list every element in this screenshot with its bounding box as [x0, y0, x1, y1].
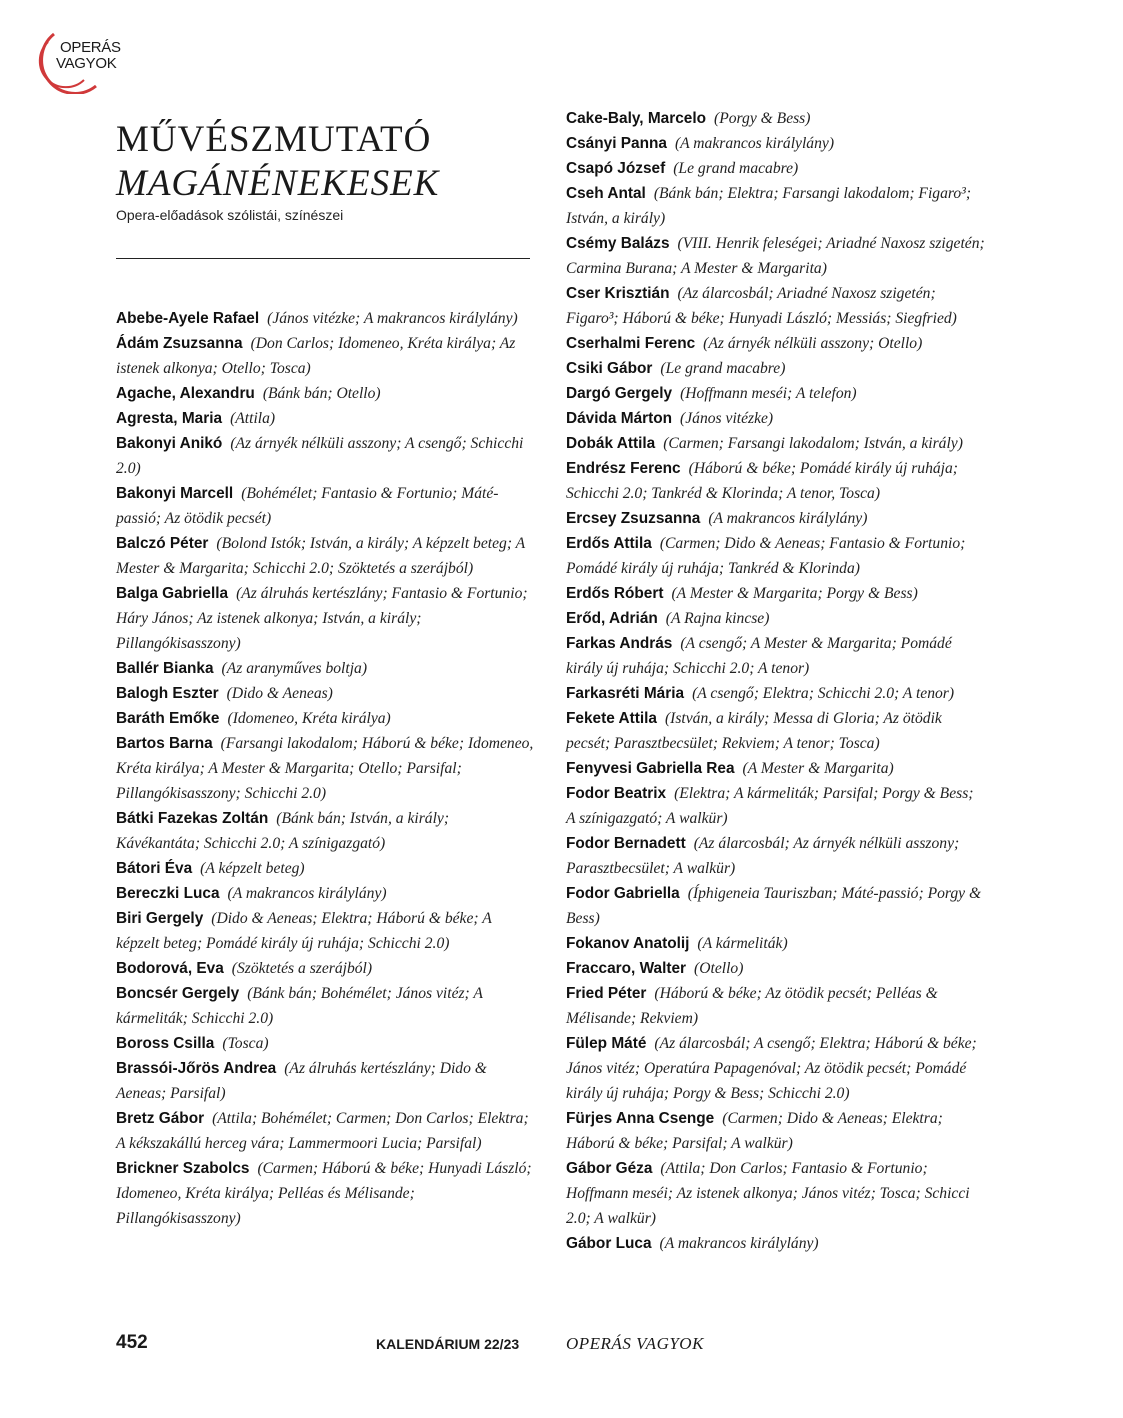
artist-entry [566, 231, 986, 281]
artist-roles: (Az aranyműves boltja) [221, 660, 368, 677]
artist-entry [566, 581, 986, 606]
artist-entry [566, 381, 986, 406]
artist-entry [566, 706, 986, 756]
artist-roles: (Le grand macabre) [673, 160, 799, 177]
artist-entry [116, 681, 536, 706]
artist-name: Agresta, Maria [116, 410, 223, 427]
artist-entry [116, 481, 536, 531]
artist-name: Fülep Máté [566, 1035, 647, 1052]
page-description: Opera-előadások szólistái, színészei [116, 207, 344, 223]
artist-roles: (Bánk bán; István, a király; Kávékantáta; Schicchi 2.0; A színigazgató) [116, 810, 450, 852]
artist-entry [566, 181, 986, 231]
artist-roles: (Bánk bán; Bohémélet; János vitéz; A kármeliták; Schicchi 2.0) [116, 985, 483, 1027]
artist-name: Bakonyi Marcell [116, 485, 234, 502]
artist-name: Csányi Panna [566, 135, 667, 152]
artist-entry [566, 631, 986, 681]
artist-entry [566, 131, 986, 156]
artist-entry [566, 1156, 986, 1231]
artist-roles: (Attila; Bohémélet; Carmen; Don Carlos; Elektra; A kékszakállú herceg vára; Lammermoori Lucia; Parsifal) [116, 1110, 529, 1152]
artist-name: Bodorová, Eva [116, 960, 224, 977]
artist-entry [566, 1031, 986, 1106]
artist-entry [116, 856, 536, 881]
artist-name: Boncsér Gergely [116, 985, 240, 1002]
artist-name: Csémy Balázs [566, 235, 670, 252]
artist-name: Erdős Róbert [566, 585, 664, 602]
header-divider [116, 258, 530, 259]
artist-entry [116, 306, 536, 331]
artist-roles: (Íphigeneia Tauriszban; Máté-passió; Porgy & Bess) [566, 885, 982, 927]
artist-entry [566, 531, 986, 581]
artist-roles: (János vitézke) [680, 410, 774, 427]
artist-entry [116, 1156, 536, 1231]
artist-roles: (Háború & béke; Az ötödik pecsét; Pelléas & Mélisande; Rekviem) [566, 985, 938, 1027]
logo-line-1: OPERÁS [60, 39, 121, 56]
artist-name: Dargó Gergely [566, 385, 673, 402]
artist-entry [566, 506, 986, 531]
artist-entry [116, 981, 536, 1031]
artist-roles: (A Mester & Margarita) [742, 760, 894, 777]
artist-name: Biri Gergely [116, 910, 204, 927]
artist-name: Fried Péter [566, 985, 647, 1002]
artist-roles: (Bánk bán; Otello) [262, 385, 381, 402]
artist-roles: (Az álarcosbál; Ariadné Naxosz szigetén; Figaro³; Háború & béke; Hunyadi László; Messiás; Siegfried) [566, 285, 957, 327]
artist-roles: (Szöktetés a szerájból) [231, 960, 373, 977]
artist-entry [566, 1106, 986, 1156]
artist-name: Fraccaro, Walter [566, 960, 687, 977]
artist-entry [566, 981, 986, 1031]
artist-name: Balga Gabriella [116, 585, 229, 602]
artist-roles: (Attila; Don Carlos; Fantasio & Fortunio; Hoffmann meséi; Az istenek alkonya; János vitéz; Tosca; Schicci 2.0; A walkür) [566, 1160, 970, 1227]
artist-entry [566, 781, 986, 831]
artist-name: Farkasréti Mária [566, 685, 685, 702]
artist-entry [116, 531, 536, 581]
operas-vagyok-logo [34, 28, 134, 94]
artist-name: Brassói-Jőrös Andrea [116, 1060, 277, 1077]
artist-roles: (Tosca) [222, 1035, 269, 1052]
artist-roles: (A kármeliták) [697, 935, 788, 952]
artist-roles: (A Mester & Margarita; Porgy & Bess) [671, 585, 918, 602]
artist-roles: (A képzelt beteg) [200, 860, 305, 877]
artist-roles: (Idomeneo, Kréta királya) [227, 710, 391, 727]
artist-entry [116, 431, 536, 481]
page-title: MŰVÉSZMUTATÓ [116, 119, 432, 160]
artist-name: Endrész Ferenc [566, 460, 681, 477]
artist-name: Bretz Gábor [116, 1110, 205, 1127]
artist-roles: (Dido & Aeneas) [226, 685, 333, 702]
artist-entry [116, 1056, 536, 1106]
artist-entry [566, 281, 986, 331]
artist-entry [116, 656, 536, 681]
artist-roles: (Az álarcosbál; A csengő; Elektra; Háború & béke; János vitéz; Operatúra Papagenóval; Az ötödik pecsét; Pomádé király új ruhája; Porgy & Bess; Schicchi 2.0) [566, 1035, 977, 1102]
artist-name: Bátori Éva [116, 860, 193, 877]
artist-entry [566, 406, 986, 431]
artist-roles: (Elektra; A kármeliták; Parsifal; Porgy & Bess; A színigazgató; A walkür) [566, 785, 974, 827]
artist-roles: (A makrancos királylány) [674, 135, 835, 152]
artist-name: Fekete Attila [566, 710, 657, 727]
artist-name: Boross Csilla [116, 1035, 215, 1052]
artist-entry [116, 806, 536, 856]
artist-entry [116, 731, 536, 806]
artist-entry [566, 331, 986, 356]
artist-roles: (A csengő; A Mester & Margarita; Pomádé király új ruhája; Schicchi 2.0; A tenor) [566, 635, 952, 677]
artist-roles: (A Rajna kincse) [665, 610, 770, 627]
artist-entry [116, 956, 536, 981]
artist-name: Erdős Attila [566, 535, 652, 552]
artist-list-right [566, 106, 986, 1256]
artist-name: Dobák Attila [566, 435, 656, 452]
artist-roles: (Az árnyék nélküli asszony; A csengő; Schicchi 2.0) [116, 435, 524, 477]
artist-name: Balogh Eszter [116, 685, 219, 702]
artist-roles: (János vitézke; A makrancos királylány) [267, 310, 518, 327]
artist-name: Baráth Emőke [116, 710, 220, 727]
artist-name: Csiki Gábor [566, 360, 653, 377]
artist-name: Dávida Márton [566, 410, 673, 427]
artist-name: Ercsey Zsuzsanna [566, 510, 701, 527]
artist-entry [566, 831, 986, 881]
artist-entry [566, 881, 986, 931]
artist-entry [566, 156, 986, 181]
page-number: 452 [116, 1332, 148, 1353]
artist-entry [116, 1106, 536, 1156]
artist-roles: (Bánk bán; Elektra; Farsangi lakodalom; Figaro³; István, a király) [566, 185, 972, 227]
artist-name: Cser Krisztián [566, 285, 670, 302]
artist-name: Cseh Antal [566, 185, 646, 202]
artist-name: Gábor Luca [566, 1235, 652, 1252]
artist-entry [116, 331, 536, 381]
artist-roles: (A makrancos királylány) [227, 885, 387, 902]
artist-entry [116, 581, 536, 656]
artist-entry [116, 406, 536, 431]
artist-entry [116, 381, 536, 406]
artist-entry [566, 106, 986, 131]
artist-name: Fodor Gabriella [566, 885, 680, 902]
artist-roles: (A makrancos királylány) [659, 1235, 819, 1252]
artist-name: Fürjes Anna Csenge [566, 1110, 715, 1127]
artist-name: Balczó Péter [116, 535, 209, 552]
artist-roles: (Attila) [230, 410, 276, 427]
artist-name: Fokanov Anatolij [566, 935, 690, 952]
artist-name: Fenyvesi Gabriella Rea [566, 760, 735, 777]
artist-roles: (Otello) [694, 960, 744, 977]
artist-roles: (Háború & béke; Pomádé király új ruhája; Schicchi 2.0; Tankréd & Klorinda; A tenor, Tosca) [566, 460, 958, 502]
artist-roles: (Carmen; Háború & béke; Hunyadi László; Idomeneo, Kréta királya; Pelléas és Mélisande; Pillangókisasszony) [116, 1160, 532, 1227]
artist-roles: (Farsangi lakodalom; Háború & béke; Idomeneo, Kréta királya; A Mester & Margarita; Otello; Parsifal; Pillangókisasszony; Schicchi 2.0) [116, 735, 534, 802]
artist-name: Brickner Szabolcs [116, 1160, 250, 1177]
artist-name: Fodor Beatrix [566, 785, 667, 802]
artist-name: Csapó József [566, 160, 666, 177]
artist-entry [566, 431, 986, 456]
artist-name: Fodor Bernadett [566, 835, 686, 852]
artist-name: Abebe-Ayele Rafael [116, 310, 260, 327]
artist-entry [116, 881, 536, 906]
artist-list-left [116, 306, 536, 1231]
artist-roles: (Dido & Aeneas; Elektra; Háború & béke; A képzelt beteg; Pomádé király új ruhája; Schicchi 2.0) [116, 910, 492, 952]
artist-roles: (Carmen; Farsangi lakodalom; István, a király) [663, 435, 963, 452]
artist-entry [566, 931, 986, 956]
artist-name: Agache, Alexandru [116, 385, 255, 402]
artist-entry [566, 606, 986, 631]
artist-roles: (Az álarcosbál; Az árnyék nélküli asszony; Parasztbecsület; A walkür) [566, 835, 960, 877]
artist-roles: (Le grand macabre) [660, 360, 786, 377]
artist-name: Gábor Géza [566, 1160, 653, 1177]
artist-name: Erőd, Adrián [566, 610, 658, 627]
artist-entry [566, 456, 986, 506]
footer-calendar: KALENDÁRIUM 22/23 [376, 1336, 520, 1352]
page-subtitle: MAGÁNÉNEKESEK [116, 163, 440, 204]
artist-name: Bereczki Luca [116, 885, 220, 902]
artist-entry [116, 706, 536, 731]
artist-name: Ádám Zsuzsanna [116, 335, 243, 352]
artist-roles: (Az álruhás kertészlány; Dido & Aeneas; Parsifal) [116, 1060, 487, 1102]
artist-entry [566, 356, 986, 381]
artist-roles: (Bolond Istók; István, a király; A képzelt beteg; A Mester & Margarita; Schicchi 2.0; Szöktetés a szerájból) [116, 535, 525, 577]
artist-roles: (Carmen; Dido & Aeneas; Fantasio & Fortunio; Pomádé király új ruhája; Tankréd & Klorinda) [566, 535, 966, 577]
artist-entry [566, 681, 986, 706]
page-header [116, 118, 530, 224]
artist-entry [566, 956, 986, 981]
artist-name: Cake-Baly, Marcelo [566, 110, 707, 127]
artist-roles: (Hoffmann meséi; A telefon) [680, 385, 857, 402]
artist-roles: (A makrancos királylány) [708, 510, 868, 527]
footer-brand: OPERÁS VAGYOK [566, 1334, 704, 1353]
artist-roles: (István, a király; Messa di Gloria; Az ötödik pecsét; Parasztbecsület; Rekviem; A tenor; Tosca) [566, 710, 942, 752]
artist-name: Bakonyi Anikó [116, 435, 223, 452]
artist-entry [116, 1031, 536, 1056]
artist-roles: (Az álruhás kertészlány; Fantasio & Fortunio; Háry János; Az istenek alkonya; István, a király; Pillangókisasszony) [116, 585, 528, 652]
artist-roles: (Carmen; Dido & Aeneas; Elektra; Háború & béke; Parsifal; A walkür) [566, 1110, 943, 1152]
artist-name: Bátki Fazekas Zoltán [116, 810, 269, 827]
artist-name: Bartos Barna [116, 735, 213, 752]
artist-name: Farkas András [566, 635, 673, 652]
artist-entry [566, 756, 986, 781]
artist-entry [116, 906, 536, 956]
logo-line-2: VAGYOK [56, 55, 117, 72]
artist-roles: (Bohémélet; Fantasio & Fortunio; Máté-passió; Az ötödik pecsét) [116, 485, 499, 527]
artist-roles: (Az árnyék nélküli asszony; Otello) [703, 335, 923, 352]
artist-entry [566, 1231, 986, 1256]
artist-name: Cserhalmi Ferenc [566, 335, 696, 352]
artist-roles: (A csengő; Elektra; Schicchi 2.0; A tenor) [692, 685, 955, 702]
artist-roles: (VIII. Henrik feleségei; Ariadné Naxosz szigetén; Carmina Burana; A Mester & Margarita) [566, 235, 985, 277]
artist-roles: (Don Carlos; Idomeneo, Kréta királya; Az istenek alkonya; Otello; Tosca) [116, 335, 516, 377]
artist-name: Ballér Bianka [116, 660, 214, 677]
artist-roles: (Porgy & Bess) [714, 110, 811, 127]
